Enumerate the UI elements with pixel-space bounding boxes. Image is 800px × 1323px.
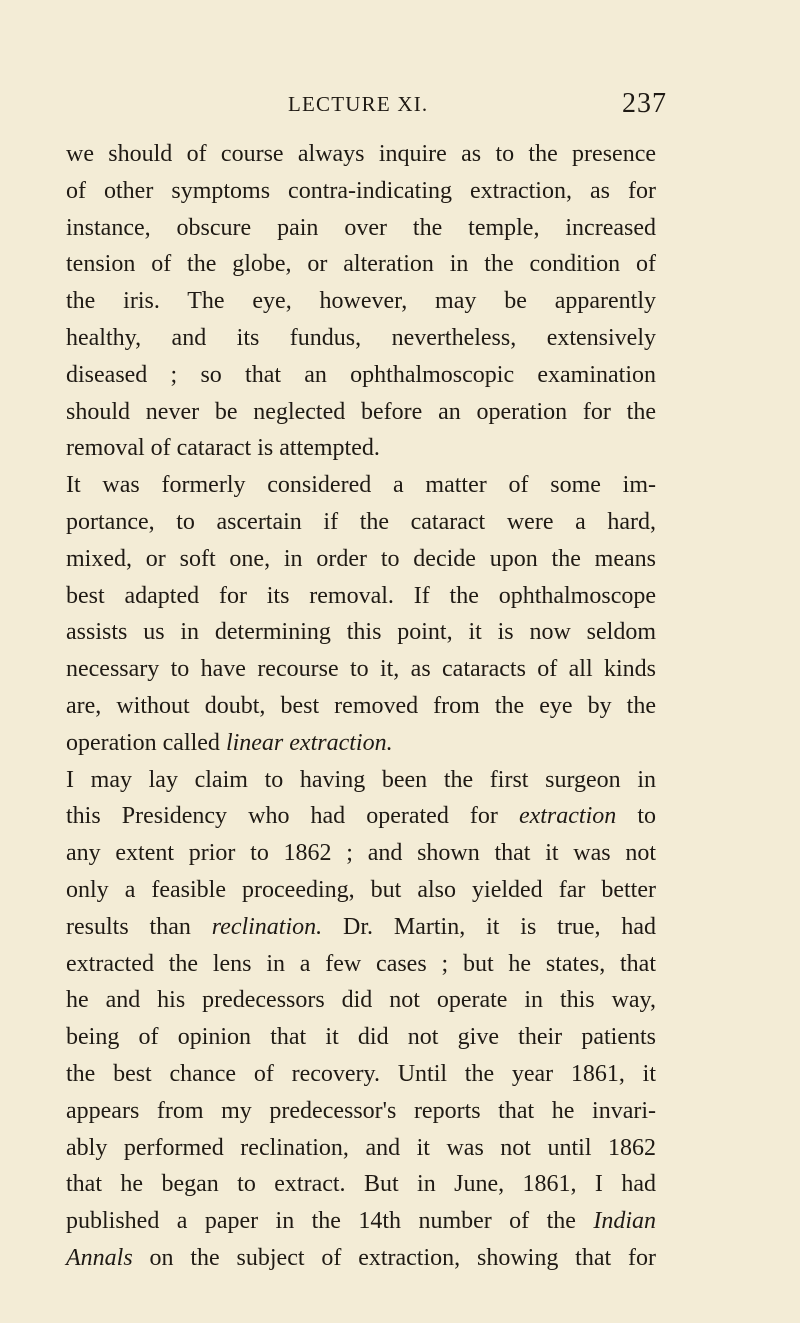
page-number: 237 <box>622 88 667 119</box>
text-line <box>66 798 656 835</box>
text-line: appears from my predecessor's reports that he invari- <box>66 1097 656 1124</box>
body-text <box>66 136 656 1277</box>
line-text: It was formerly considered a matter of some im- <box>66 472 656 499</box>
text-line: only a feasible proceeding, but also yielded far better <box>66 876 656 903</box>
paragraph-start-line <box>66 467 656 504</box>
text-line <box>66 725 656 762</box>
line-text: published a paper in the 14th number of the <box>66 1208 594 1235</box>
text-line: that he began to extract. But in June, 1861, I had <box>66 1171 656 1198</box>
text-line: are, without doubt, best removed from the eye by the <box>66 692 656 719</box>
italic-phrase: reclination. <box>211 913 323 940</box>
text-line: the iris. The eye, however, may be apparently <box>66 288 656 315</box>
italic-phrase: Indian <box>593 1208 656 1235</box>
line-text: Dr. Martin, it is true, had <box>322 913 656 940</box>
text-line: removal of cataract is attempted. <box>66 435 380 462</box>
text-line: should never be neglected before an operation for the <box>66 398 656 425</box>
text-line: mixed, or soft one, in order to decide upon the means <box>66 545 656 572</box>
text-line: tension of the globe, or alteration in the condition of <box>66 251 656 278</box>
text-line: healthy, and its fundus, nevertheless, extensively <box>66 324 656 351</box>
line-text: to <box>616 803 656 830</box>
text-line: ably performed reclination, and it was not until 1862 <box>66 1134 656 1161</box>
text-line <box>66 1240 656 1277</box>
text-line: being of opinion that it did not give their patients <box>66 1024 656 1051</box>
text-line: extracted the lens in a few cases ; but he states, that <box>66 950 656 977</box>
text-line: necessary to have recourse to it, as cataracts of all kinds <box>66 656 656 683</box>
text-line: assists us in determining this point, it is now seldom <box>66 619 656 646</box>
italic-phrase: extraction <box>518 803 617 830</box>
text-line: best adapted for its removal. If the ophthalmoscope <box>66 582 656 609</box>
running-head: LECTURE XI. <box>288 92 429 116</box>
text-line <box>66 1203 656 1240</box>
paragraph-start-line: I may lay claim to having been the first surgeon in <box>66 766 656 793</box>
text-line: we should of course always inquire as to the presence <box>66 141 656 167</box>
text-line: diseased ; so that an ophthalmoscopic examination <box>66 361 656 388</box>
italic-phrase: Annals <box>66 1244 133 1271</box>
line-text: on the subject of extraction, showing that for <box>132 1244 656 1271</box>
text-line <box>66 909 656 946</box>
text-line: portance, to ascertain if the cataract were a hard, <box>66 508 656 535</box>
text-line: the best chance of recovery. Until the year 1861, it <box>66 1060 656 1087</box>
line-text: operation called <box>66 729 226 756</box>
line-text: this Presidency who had operated for <box>66 803 519 830</box>
line-text: results than <box>66 913 212 940</box>
text-line: he and his predecessors did not operate in this way, <box>66 987 656 1014</box>
text-line: any extent prior to 1862 ; and shown that it was not <box>66 840 656 867</box>
text-line: instance, obscure pain over the temple, increased <box>66 214 656 241</box>
text-line: of other symptoms contra-indicating extraction, as for <box>66 177 656 204</box>
italic-phrase: linear extraction. <box>225 729 393 756</box>
